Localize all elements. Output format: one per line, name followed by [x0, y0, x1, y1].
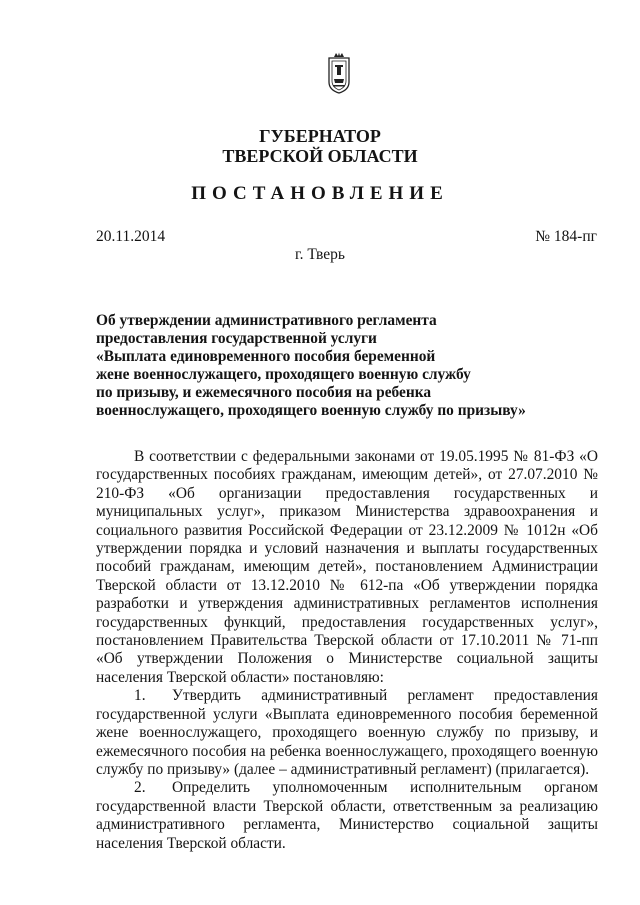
document-body [96, 448, 598, 853]
item-text: Утвердить административный регламент предоставления государственной услуги «Выплата единовременного пособия беременной жене военнослужащего, проходящего военную службу по призыву, и ежемесячного пособия на ребенка военнослужащего, проходящего военную службу по призыву» (далее – административный регламент) (прилагается). [96, 687, 598, 778]
item-number: 1. [134, 687, 146, 705]
authority-title: ГУБЕРНАТОР [259, 126, 381, 146]
item-text: Определить уполномоченным исполнительным органом государственной власти Тверской области, ответственным за реализацию административного регламента, Министерство социальной защиты населения Тверской области. [96, 779, 598, 852]
title-line: по призыву, и ежемесячного пособия на ребенка [96, 384, 432, 401]
title-line: Об утверждении административного регламента [96, 312, 437, 329]
resolution-item [96, 779, 598, 853]
coat-of-arms-icon [327, 52, 351, 94]
preamble-paragraph: В соответствии с федеральными законами от 19.05.1995 № 81-ФЗ «О государственных пособиях гражданам, имеющим детей», от 27.07.2010 № 210-ФЗ «Об организации предоставления государственных и муниципальных услуг», приказом Министерства здравоохранения и социального развития Российской Федерации от 23.12.2009 № 1012н «Об утверждении порядка и условий назначения и выплаты государственных пособий гражданам, имеющим детей», постановлением Администрации Тверской области от 13.12.2010 № 612-па «Об утверждении порядка разработки и утверждения административных регламентов исполнения государственных функций, предоставления государственных услуг», постановлением Правительства Тверской области от 17.10.2011 № 71-пп «Об утверждении Положения о Министерстве социальной защиты населения Тверской области» постановляю: [96, 448, 598, 686]
document-city: г. Тверь [295, 246, 345, 263]
title-line: предоставления государственной услуги [96, 330, 377, 347]
authority-region: ТВЕРСКОЙ ОБЛАСТИ [222, 146, 418, 166]
document-type: ПОСТАНОВЛЕНИЕ [191, 183, 449, 204]
resolution-item [96, 687, 598, 779]
title-line: военнослужащего, проходящего военную службу по призыву» [96, 402, 526, 419]
document-date: 20.11.2014 [96, 228, 166, 245]
item-number: 2. [134, 779, 146, 797]
document-number: № 184-пг [535, 228, 597, 245]
title-line: «Выплата единовременного пособия беременной [96, 348, 436, 365]
document-title [96, 312, 566, 420]
title-line: жене военнослужащего, проходящего военную службу [96, 366, 471, 383]
